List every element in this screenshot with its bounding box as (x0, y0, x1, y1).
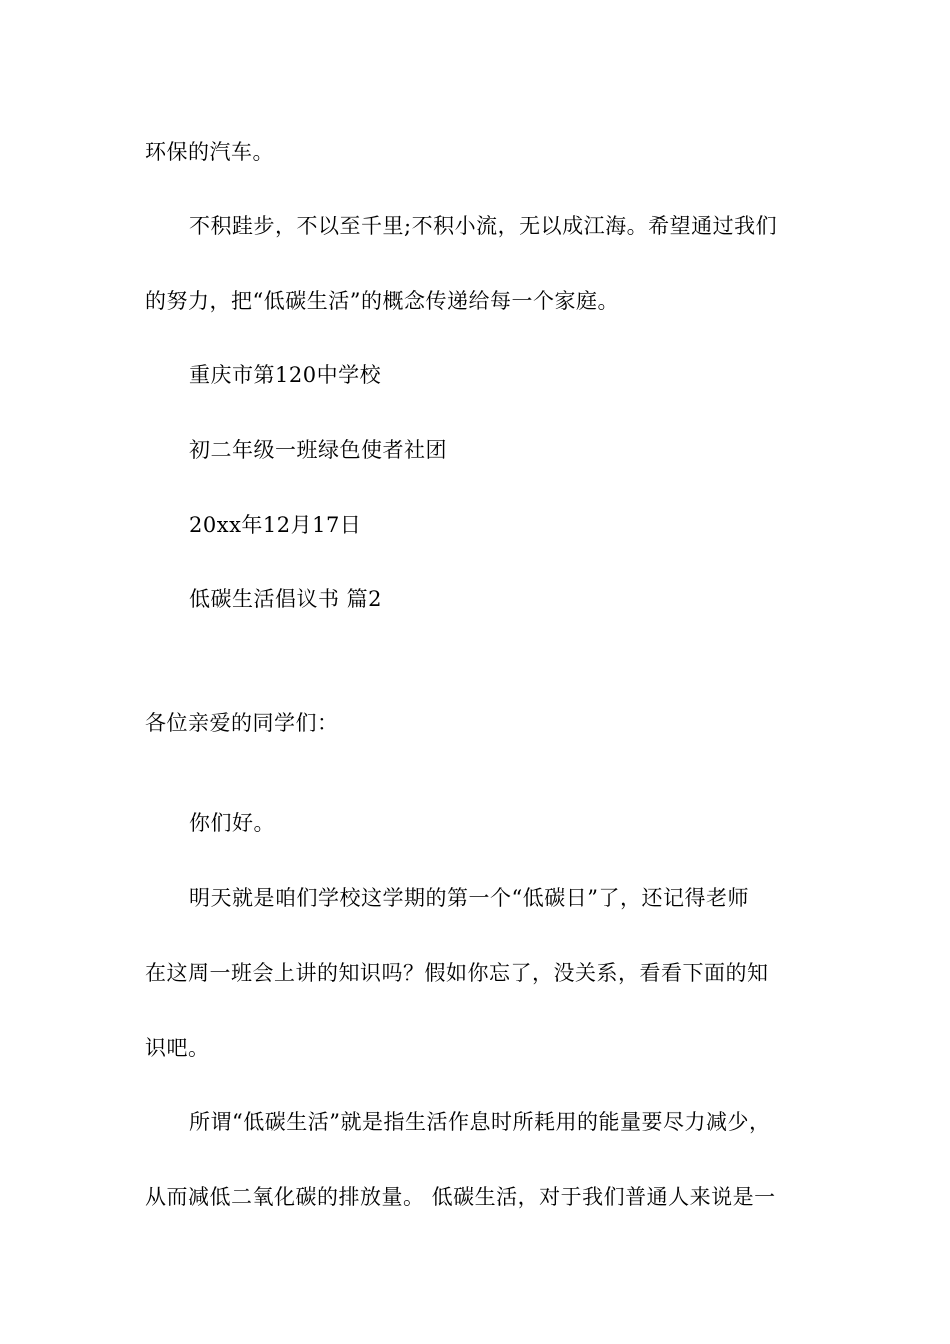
text-line-paragraph-start: 不积跬步，不以至千里;不积小流，无以成江海。希望通过我们 (189, 214, 778, 238)
text-line-continuation: 环保的汽车。 (145, 140, 274, 164)
salutation: 各位亲爱的同学们： (145, 711, 339, 735)
text-line-paragraph-start: 明天就是咱们学校这学期的第一个“低碳日”了，还记得老师 (189, 886, 749, 910)
text-line-paragraph-start: 所谓“低碳生活”就是指生活作息时所耗用的能量要尽力减少， (189, 1110, 771, 1134)
text-line: 的努力，把“低碳生活”的概念传递给每一个家庭。 (145, 289, 619, 313)
signature-club: 初二年级一班绿色使者社团 (189, 438, 447, 462)
section-title: 低碳生活倡议书 篇2 (189, 587, 383, 611)
text-line: 在这周一班会上讲的知识吗？假如你忘了，没关系，看看下面的知 (145, 961, 769, 985)
signature-school: 重庆市第120中学校 (189, 363, 382, 387)
signature-date: 20xx年12月17日 (189, 513, 362, 537)
text-line: 识吧。 (145, 1036, 210, 1060)
greeting: 你们好。 (189, 811, 275, 835)
text-line: 从而减低二氧化碳的排放量。 低碳生活，对于我们普通人来说是一 (145, 1185, 776, 1209)
